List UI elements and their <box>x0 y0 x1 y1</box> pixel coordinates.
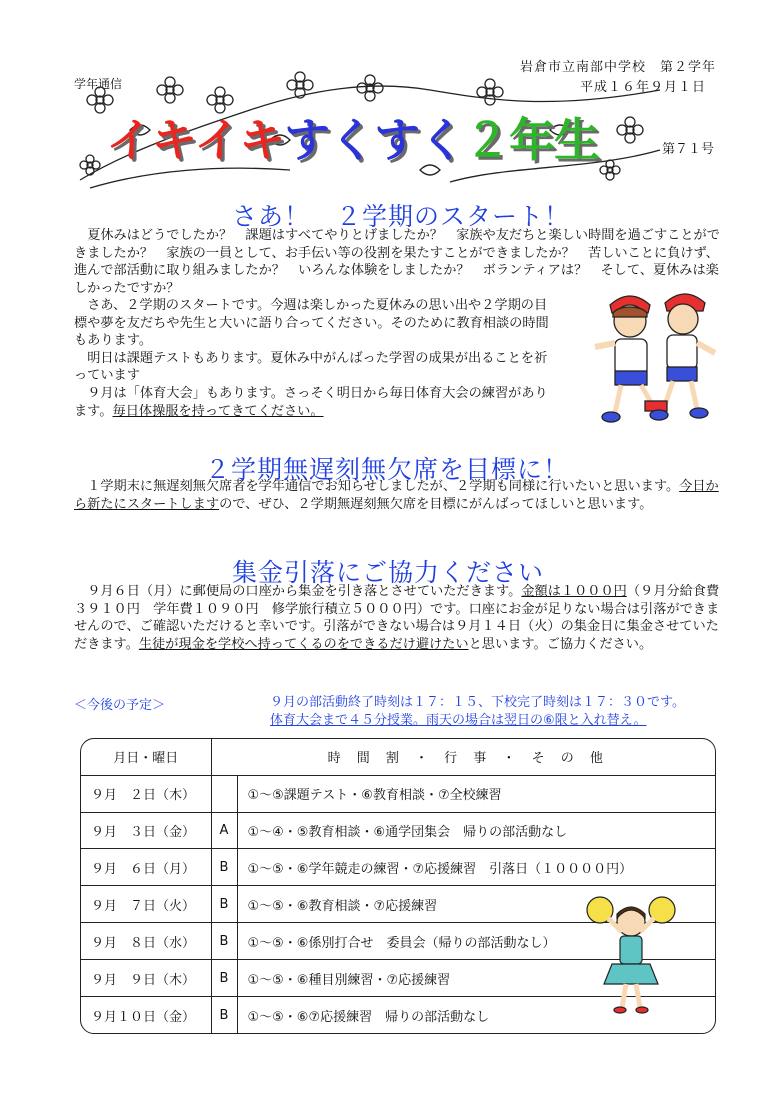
row-date: ９月 ８日（水） <box>81 923 211 960</box>
row-date: ９月 ３日（金） <box>81 812 211 849</box>
schedule-info-2 <box>270 712 685 730</box>
section3-paragraph <box>74 583 724 653</box>
row-events: ①～⑤課題テスト・⑥教育相談・⑦全校練習 <box>237 775 715 812</box>
row-date: ９月 ７日（火） <box>81 886 211 923</box>
table-row <box>81 812 715 849</box>
section1-paragraph-3: 明日は課題テストもあります。夏休み中がんばった学習の成果が出ることを祈っています <box>74 350 548 384</box>
row-date: ９月 ６日（月） <box>81 849 211 886</box>
row-date: ９月 ９日（木） <box>81 960 211 997</box>
section1-body <box>74 297 552 420</box>
issue-number: 第７１号 <box>662 142 715 157</box>
school-name: 岩倉市立南部中学校 第２学年 <box>520 60 717 75</box>
row-type: B <box>211 849 237 886</box>
section2-heading: ２学期無遅刻無欠席を目標に！ <box>205 455 570 484</box>
newsletter-title <box>106 104 599 170</box>
row-type: B <box>211 886 237 923</box>
section1-heading: さあ！ ２学期のスタート！ <box>232 202 571 231</box>
section2-text-a: １学期末に無遅刻無欠席者を学年通信でお知らせしましたが、２学期も同様に行いたいと思います。 <box>87 479 680 494</box>
cheerleader-illustration <box>586 888 676 1018</box>
row-date: ９月 ２日（木） <box>81 775 211 812</box>
schedule-info-1: ９月の部活動終了時刻は１７：１５、下校完了時刻は１７：３０です。 <box>270 695 685 710</box>
row-events: ①～⑤・⑥⑦応援練習 帰りの部活動なし <box>247 1009 490 1025</box>
schedule-info <box>270 694 685 730</box>
schedule-info-2b: 雨天の場合は翌日の⑥限と入れ替え。 <box>426 713 647 728</box>
row-type: B <box>211 997 237 1033</box>
row-events: ①～④・⑤教育相談・⑥通学団集会 帰りの部活動なし <box>237 812 715 849</box>
row-events: ①～⑤・⑥学年競走の練習・⑦応援練習 引落日（１００００円） <box>237 849 715 886</box>
section2-paragraph <box>74 478 724 513</box>
table-row <box>81 775 715 812</box>
section3-heading: 集金引落にご協力ください <box>232 558 545 587</box>
section1-p4-text: ９月は「体育大会」もあります。さっそく明日から毎日体育大会の練習があります。 <box>74 385 548 419</box>
table-row <box>81 849 715 886</box>
title-part-1: イキイキ <box>106 113 285 167</box>
section3-text-c: （９月分給食費３９１０円 学年費１０９０円 修学旅行積立５０００円）です。口座にお金が足りない場合は引落ができませんので、ご確認いただけると幸いです。引落ができない場合は９月１４日（火）の集金日に集金させていただきます。 <box>74 584 720 652</box>
section3-text-e: と思います。ご協力ください。 <box>468 636 653 652</box>
title-part-3: ２年生 <box>464 113 600 167</box>
section3-underlined-request: 生徒が現金を学校へ持ってくるのをできるだけ避けたい <box>138 636 469 652</box>
issue-date: 平成１６年９月１日 <box>580 80 707 95</box>
col-events-header: 時 間 割 ・ 行 事 ・ そ の 他 <box>211 739 715 775</box>
section1-p4-underlined: 毎日体操服を持ってきてください。 <box>112 403 324 419</box>
col-date-header: 月日・曜日 <box>81 739 211 775</box>
schedule-info-2a: 体育大会まで４５分授業。 <box>270 713 427 728</box>
section3-amount: 金額は１０００円 <box>521 584 627 599</box>
kids-race-illustration <box>555 283 720 433</box>
newsletter-label: 学年通信 <box>74 77 123 91</box>
table-header-row <box>81 739 715 775</box>
title-part-2: すくすく <box>284 113 465 167</box>
row-type: B <box>211 960 237 997</box>
row-events: ①～⑤・⑥係別打合せ 委員会（帰りの部活動なし） <box>237 923 715 960</box>
section1-paragraph-4 <box>74 385 552 420</box>
row-events: ①～⑤・⑥種目別練習・⑦応援練習 <box>237 960 715 997</box>
section3-text-a: ９月６日（月）に郵便局の口座から集金を引き落とさせていただきます。 <box>87 584 522 599</box>
section2-text-c: ので、ぜひ、２学期無遅刻無欠席を目標にがんばってほしいと思います。 <box>219 496 653 512</box>
row-type: A <box>211 812 237 849</box>
row-type <box>211 775 237 812</box>
section1-paragraph-1: 夏休みはどうでしたか？ 課題はすべてやりとげましたか？ 家族や友だちと楽しい時間を過ごすことができましたか？ 家族の一員として、お手伝い等の役割を果たすことができましたか？ 苦しいことに負けず、進んで部活動に取り組みましたか？ いろんな体験をしましたか？ ボランティアは？ そして、夏休みは楽しかったですか？ <box>74 228 720 296</box>
row-events: ①～⑤・⑥教育相談・⑦応援練習 <box>237 886 715 923</box>
schedule-label: ＜今後の予定＞ <box>74 698 166 713</box>
section1-paragraph-2: さあ、２学期のスタートです。今週は楽しかった夏休みの思い出や２学期の目標や夢を友だちや先生と大いに語り合ってください。そのために教育相談の時間もあります。 <box>74 298 549 349</box>
section2-text-underlined: 今日から新たにスタートします <box>74 479 719 512</box>
row-date: ９月１０日（金） <box>81 997 211 1033</box>
row-type: B <box>211 923 237 960</box>
